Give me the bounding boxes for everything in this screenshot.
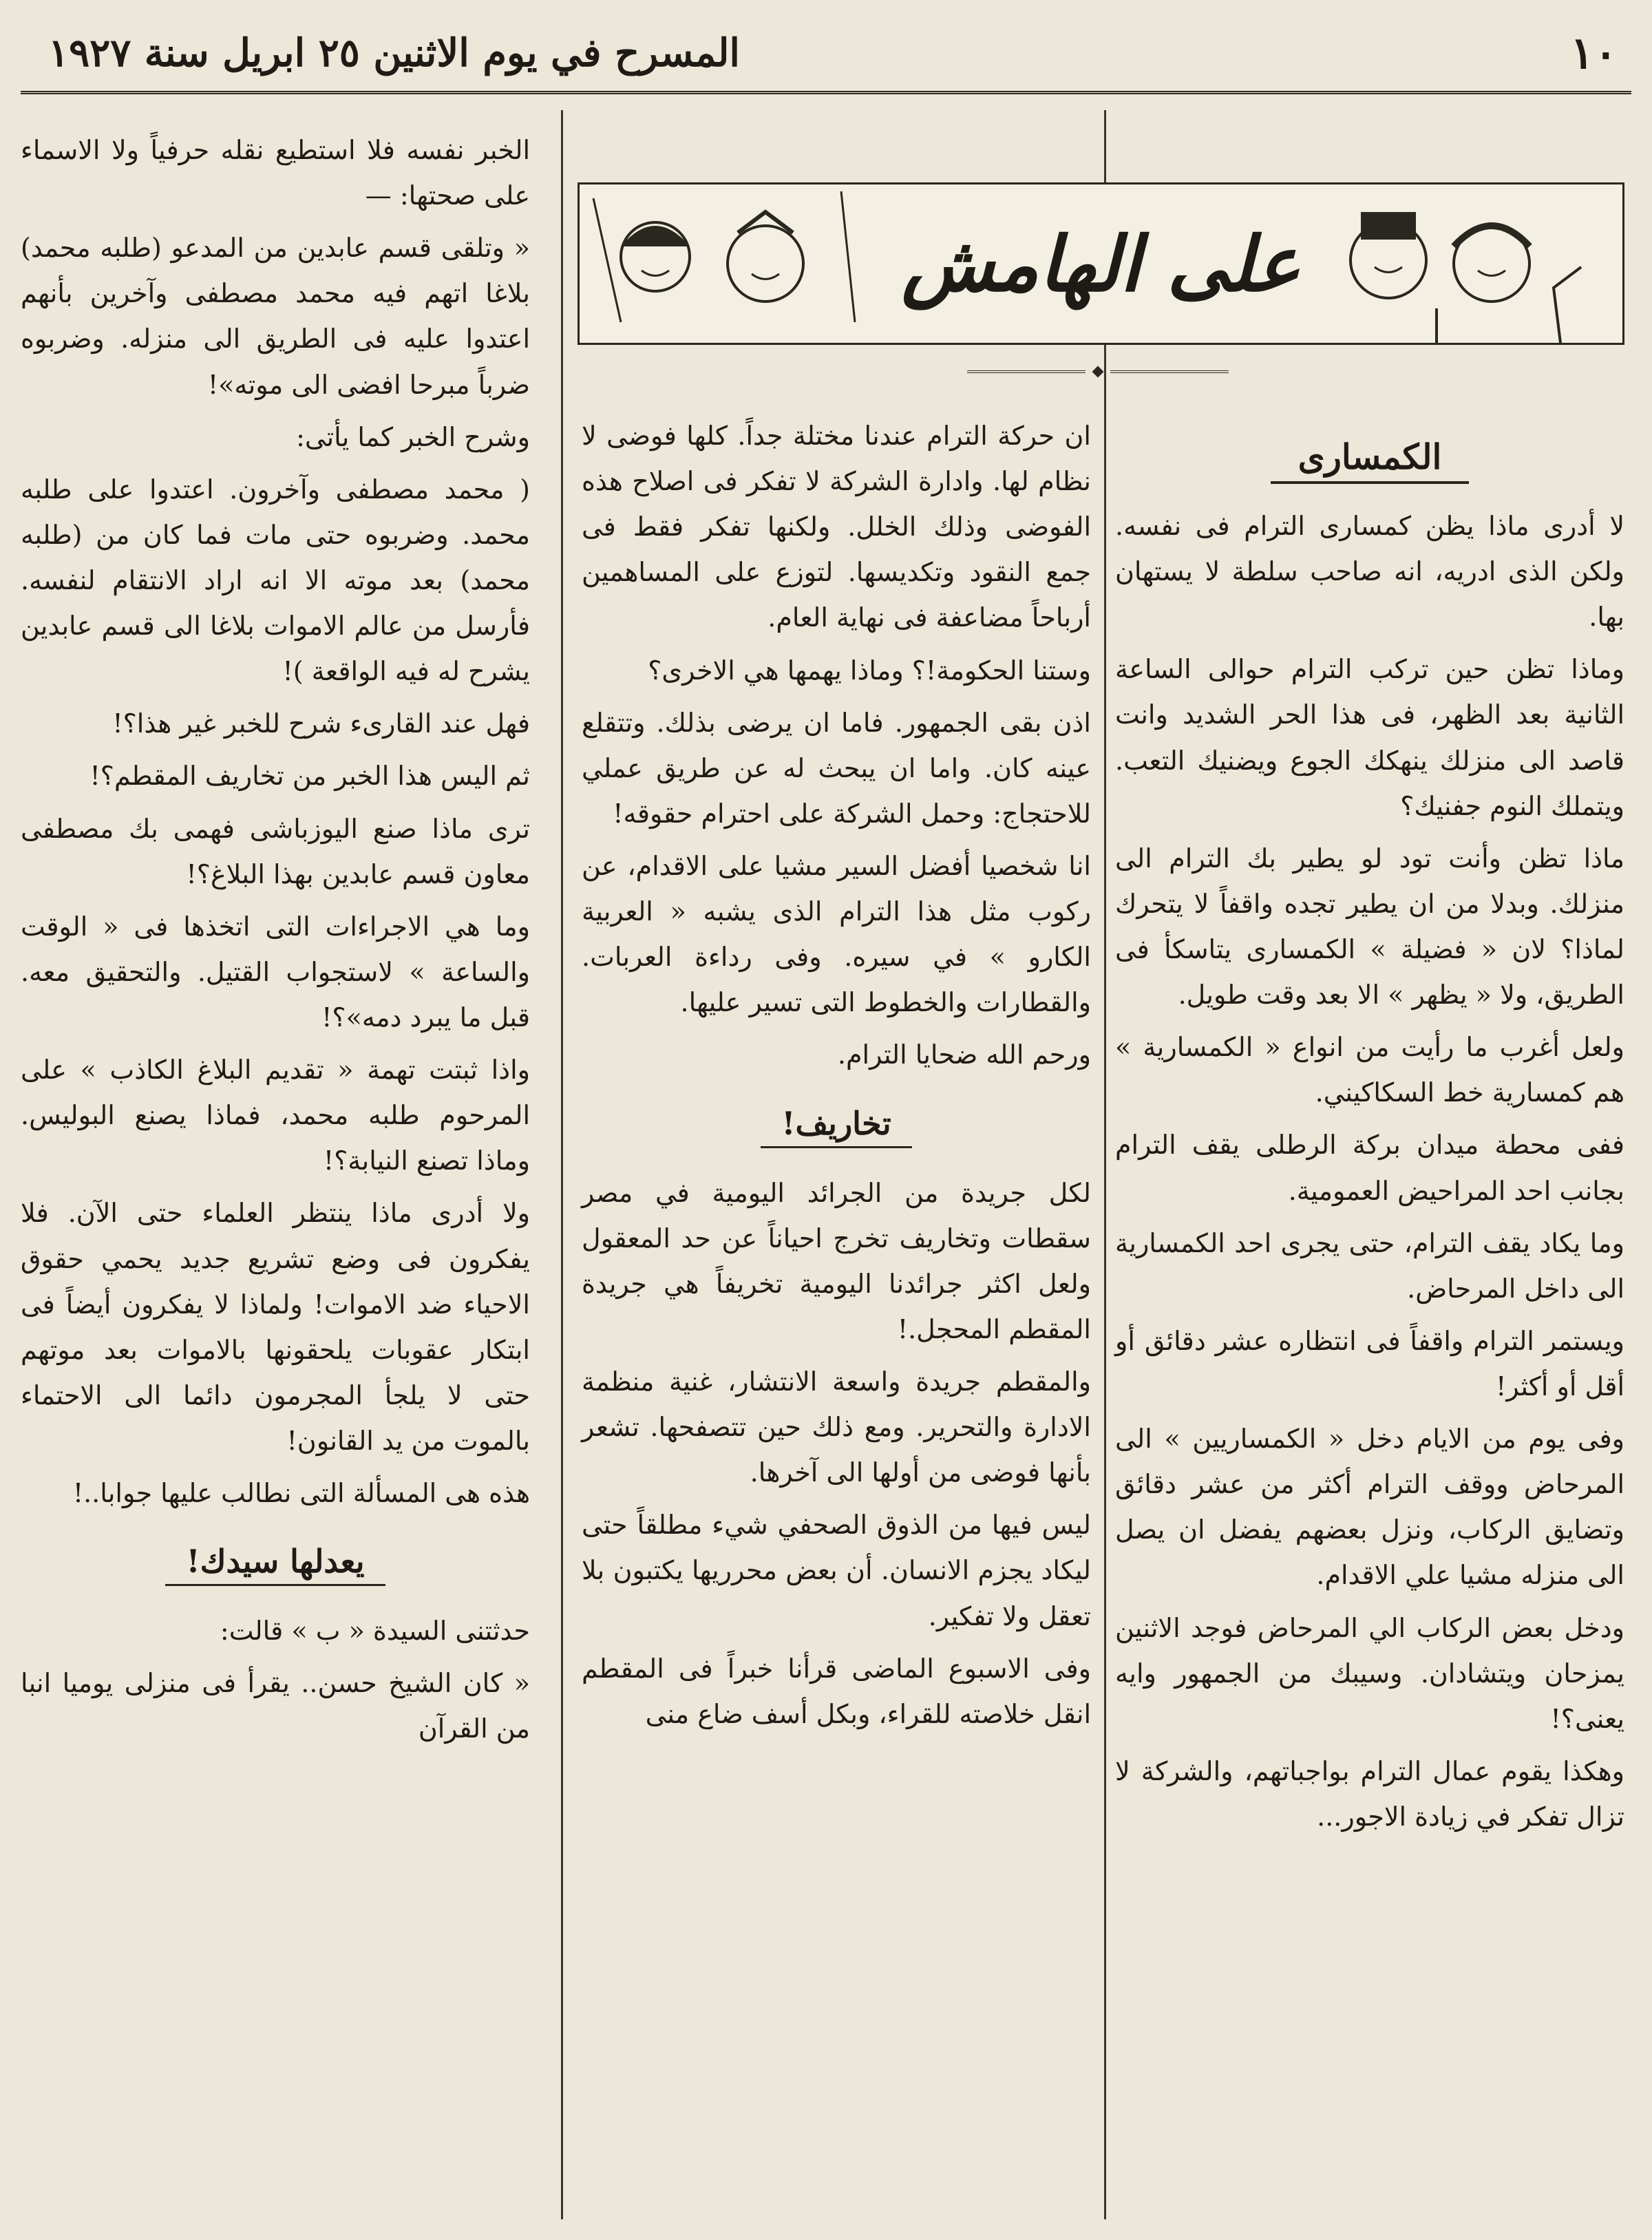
column-divider bbox=[561, 110, 563, 2219]
page-number: ١٠ bbox=[1570, 27, 1618, 79]
paragraph: ماذا تظن وأنت تود لو يطير بك الترام الى منزلك. وبدلا من ان يطير تجده واقفاً لا يتحرك لماذا؟ لان « فضيلة » الكمسارى يتاسكأ فى الطريق، ولا « يظهر » الا بعد وقت طويل. bbox=[1115, 843, 1624, 1011]
paragraph: ويستمر الترام واقفاً فى انتظاره عشر دقائق أو أقل أو أكثر! bbox=[1115, 1325, 1624, 1402]
paragraph: وفى يوم من الايام دخل « الكمساريين » الى المرحاض ووقف الترام أكثر من عشر دقائق وتضايق الركاب، ونزل بعضهم يفضل ان يصل الى منزله مشيا علي الاقدام. bbox=[1115, 1424, 1624, 1591]
paragraph: ترى ماذا صنع اليوزباشى فهمى بك مصطفى معاون قسم عابدين بهذا البلاغ؟! bbox=[21, 813, 530, 889]
paragraph: انا شخصيا أفضل السير مشيا على الاقدام، عن ركوب مثل هذا الترام الذى يشبه « العربية الكارو » في سيره. وفى رداءة العربات. والقطارات والخطوط التى تسير عليها. bbox=[582, 850, 1091, 1018]
paragraph: اذن بقى الجمهور. فاما ان يرضى بذلك. وتتقلع عينه كان. واما ان يبحث له عن طريق عملي للاحتجاج: وحمل الشركة على احترام حقوقه! bbox=[582, 707, 1091, 829]
article-subheading: تخاريف! bbox=[582, 1096, 1091, 1151]
paragraph: ودخل بعض الركاب الي المرحاض فوجد الاثنين يمزحان ويتشادان. وسيبك من الجمهور وايه يعنى؟! bbox=[1115, 1612, 1624, 1734]
article-heading: الكمسارى bbox=[1115, 427, 1624, 487]
paragraph: ثم اليس هذا الخبر من تخاريف المقطم؟! bbox=[89, 761, 530, 792]
paragraph: واذا ثبتت تهمة « تقديم البلاغ الكاذب » على المرحوم طلبه محمد، فماذا يصنع البوليس. وماذا تصنع النيابة؟! bbox=[21, 1055, 530, 1176]
banner-title: على الهامش bbox=[901, 219, 1301, 308]
article-column-middle bbox=[582, 110, 1091, 2219]
paragraph: « كان الشيخ حسن.. يقرأ فى منزلى يوميا انبا من القرآن bbox=[21, 1668, 530, 1744]
masthead bbox=[21, 15, 1631, 94]
paragraph: حدثتنى السيدة « ب » قالت: bbox=[220, 1616, 530, 1647]
paragraph: ان حركة الترام عندنا مختلة جداً. كلها فوضى لا نظام لها. وادارة الشركة لا تفكر فى اصلاح هذه الفوضى وذلك الخلل. ولكنها تفكر فقط فى جمع النقود وتكديسها. لتوزع على المساهمين أرباحاً مضاعفة فى نهاية العام. bbox=[582, 421, 1091, 633]
paragraph: وهكذا يقوم عمال الترام بواجباتهم، والشركة لا تزال تفكر في زيادة الاجور... bbox=[1115, 1755, 1624, 1832]
article-subheading: يعدلها سيدك! bbox=[21, 1534, 530, 1589]
paragraph: ولعل أغرب ما رأيت من انواع « الكمسارية » هم كمسارية خط السكاكيني. bbox=[1115, 1032, 1624, 1108]
paragraph: الخبر نفسه فلا استطيع نقله حرفياً ولا الاسماء على صحتها: — bbox=[21, 135, 530, 211]
masthead-date-line: المسرح في يوم الاثنين ٢٥ ابريل سنة ١٩٢٧ bbox=[48, 30, 740, 76]
paragraph: وماذا تظن حين تركب الترام حوالى الساعة الثانية بعد الظهر، فى هذا الحر الشديد وانت قاصد الى منزلك ينهكك الجوع ويضنيك التعب. ويتملك النوم جفنيك؟ bbox=[1115, 654, 1624, 821]
paragraph: وشرح الخبر كما يأتى: bbox=[296, 421, 530, 452]
article-column-left bbox=[21, 127, 530, 2219]
paragraph: ورحم الله ضحايا الترام. bbox=[837, 1039, 1091, 1070]
paragraph: هذه هى المسألة التى نطالب عليها جوابا..! bbox=[72, 1478, 530, 1509]
paragraph: ولا أدرى ماذا ينتظر العلماء حتى الآن. فلا يفكرون فى وضع تشريع جديد يحمي حقوق الاحياء ضد الاموات! ولماذا لا يفكرون أيضاً فى ابتكار عقوبات يلحقونها بالاموات بعد موتهم حتى لا يلجأ المجرمون دائما الى الاحتماء بالموت من يد القانون! bbox=[21, 1198, 530, 1456]
paragraph: ففى محطة ميدان بركة الرطلى يقف الترام بجانب احد المراحيض العمومية. bbox=[1115, 1130, 1624, 1206]
paragraph: ليس فيها من الذوق الصحفي شيء مطلقاً حتى ليكاد يجزم الانسان. أن بعض محرريها يكتبون بلا تعقل ولا تفكير. bbox=[582, 1510, 1091, 1631]
ornament-diamond-icon bbox=[1092, 366, 1104, 378]
paragraph: وما يكاد يقف الترام، حتى يجرى احد الكمسارية الى داخل المرحاض. bbox=[1115, 1227, 1624, 1304]
paragraph: فهل عند القارىء شرح للخبر غير هذا؟! bbox=[112, 708, 530, 739]
article-column-right bbox=[1115, 110, 1624, 2219]
paragraph: لكل جريدة من الجرائد اليومية في مصر سقطات وتخاريف تخرج احياناً عن حد المعقول ولعل اكثر جرائدنا اليومية تخريفاً هي جريدة المقطم المحجل.! bbox=[582, 1177, 1091, 1344]
paragraph: ( محمد مصطفى وآخرون. اعتدوا على طلبه محمد. وضربوه حتى مات فما كان من (طلبه محمد) بعد موته الا انه اراد الانتقام لنفسه. فأرسل من عالم الاموات بلاغا الى قسم عابدين يشرح له فيه الواقعة )! bbox=[21, 474, 530, 687]
paragraph: والمقطم جريدة واسعة الانتشار، غنية منظمة الادارة والتحرير. ومع ذلك حين تتصفحها. تشعر بأنها فوضى من أولها الى آخرها. bbox=[582, 1366, 1091, 1488]
paragraph: لا أدرى ماذا يظن كمسارى الترام فى نفسه. ولكن الذى ادريه، انه صاحب سلطة لا يستهان بها. bbox=[1115, 511, 1624, 633]
paragraph: وما هي الاجراءات التى اتخذها فى « الوقت والساعة » لاستجواب القتيل. والتحقيق معه. قبل ما يبرد دمه»؟! bbox=[21, 911, 530, 1033]
paragraph: وفى الاسبوع الماضى قرأنا خبراً فى المقطم انقل خلاصته للقراء، وبكل أسف ضاع منى bbox=[582, 1653, 1091, 1729]
paragraph: وستنا الحكومة!؟ وماذا يهمها هي الاخرى؟ bbox=[648, 655, 1091, 686]
column-divider bbox=[1104, 110, 1106, 2219]
paragraph: « وتلقى قسم عابدين من المدعو (طلبه محمد) بلاغا اتهم فيه محمد مصطفى وآخرين بأنهم اعتدوا عليه فى الطريق الى منزله. وضربوه ضرباً مبرحا افضى الى موته»! bbox=[21, 233, 530, 400]
